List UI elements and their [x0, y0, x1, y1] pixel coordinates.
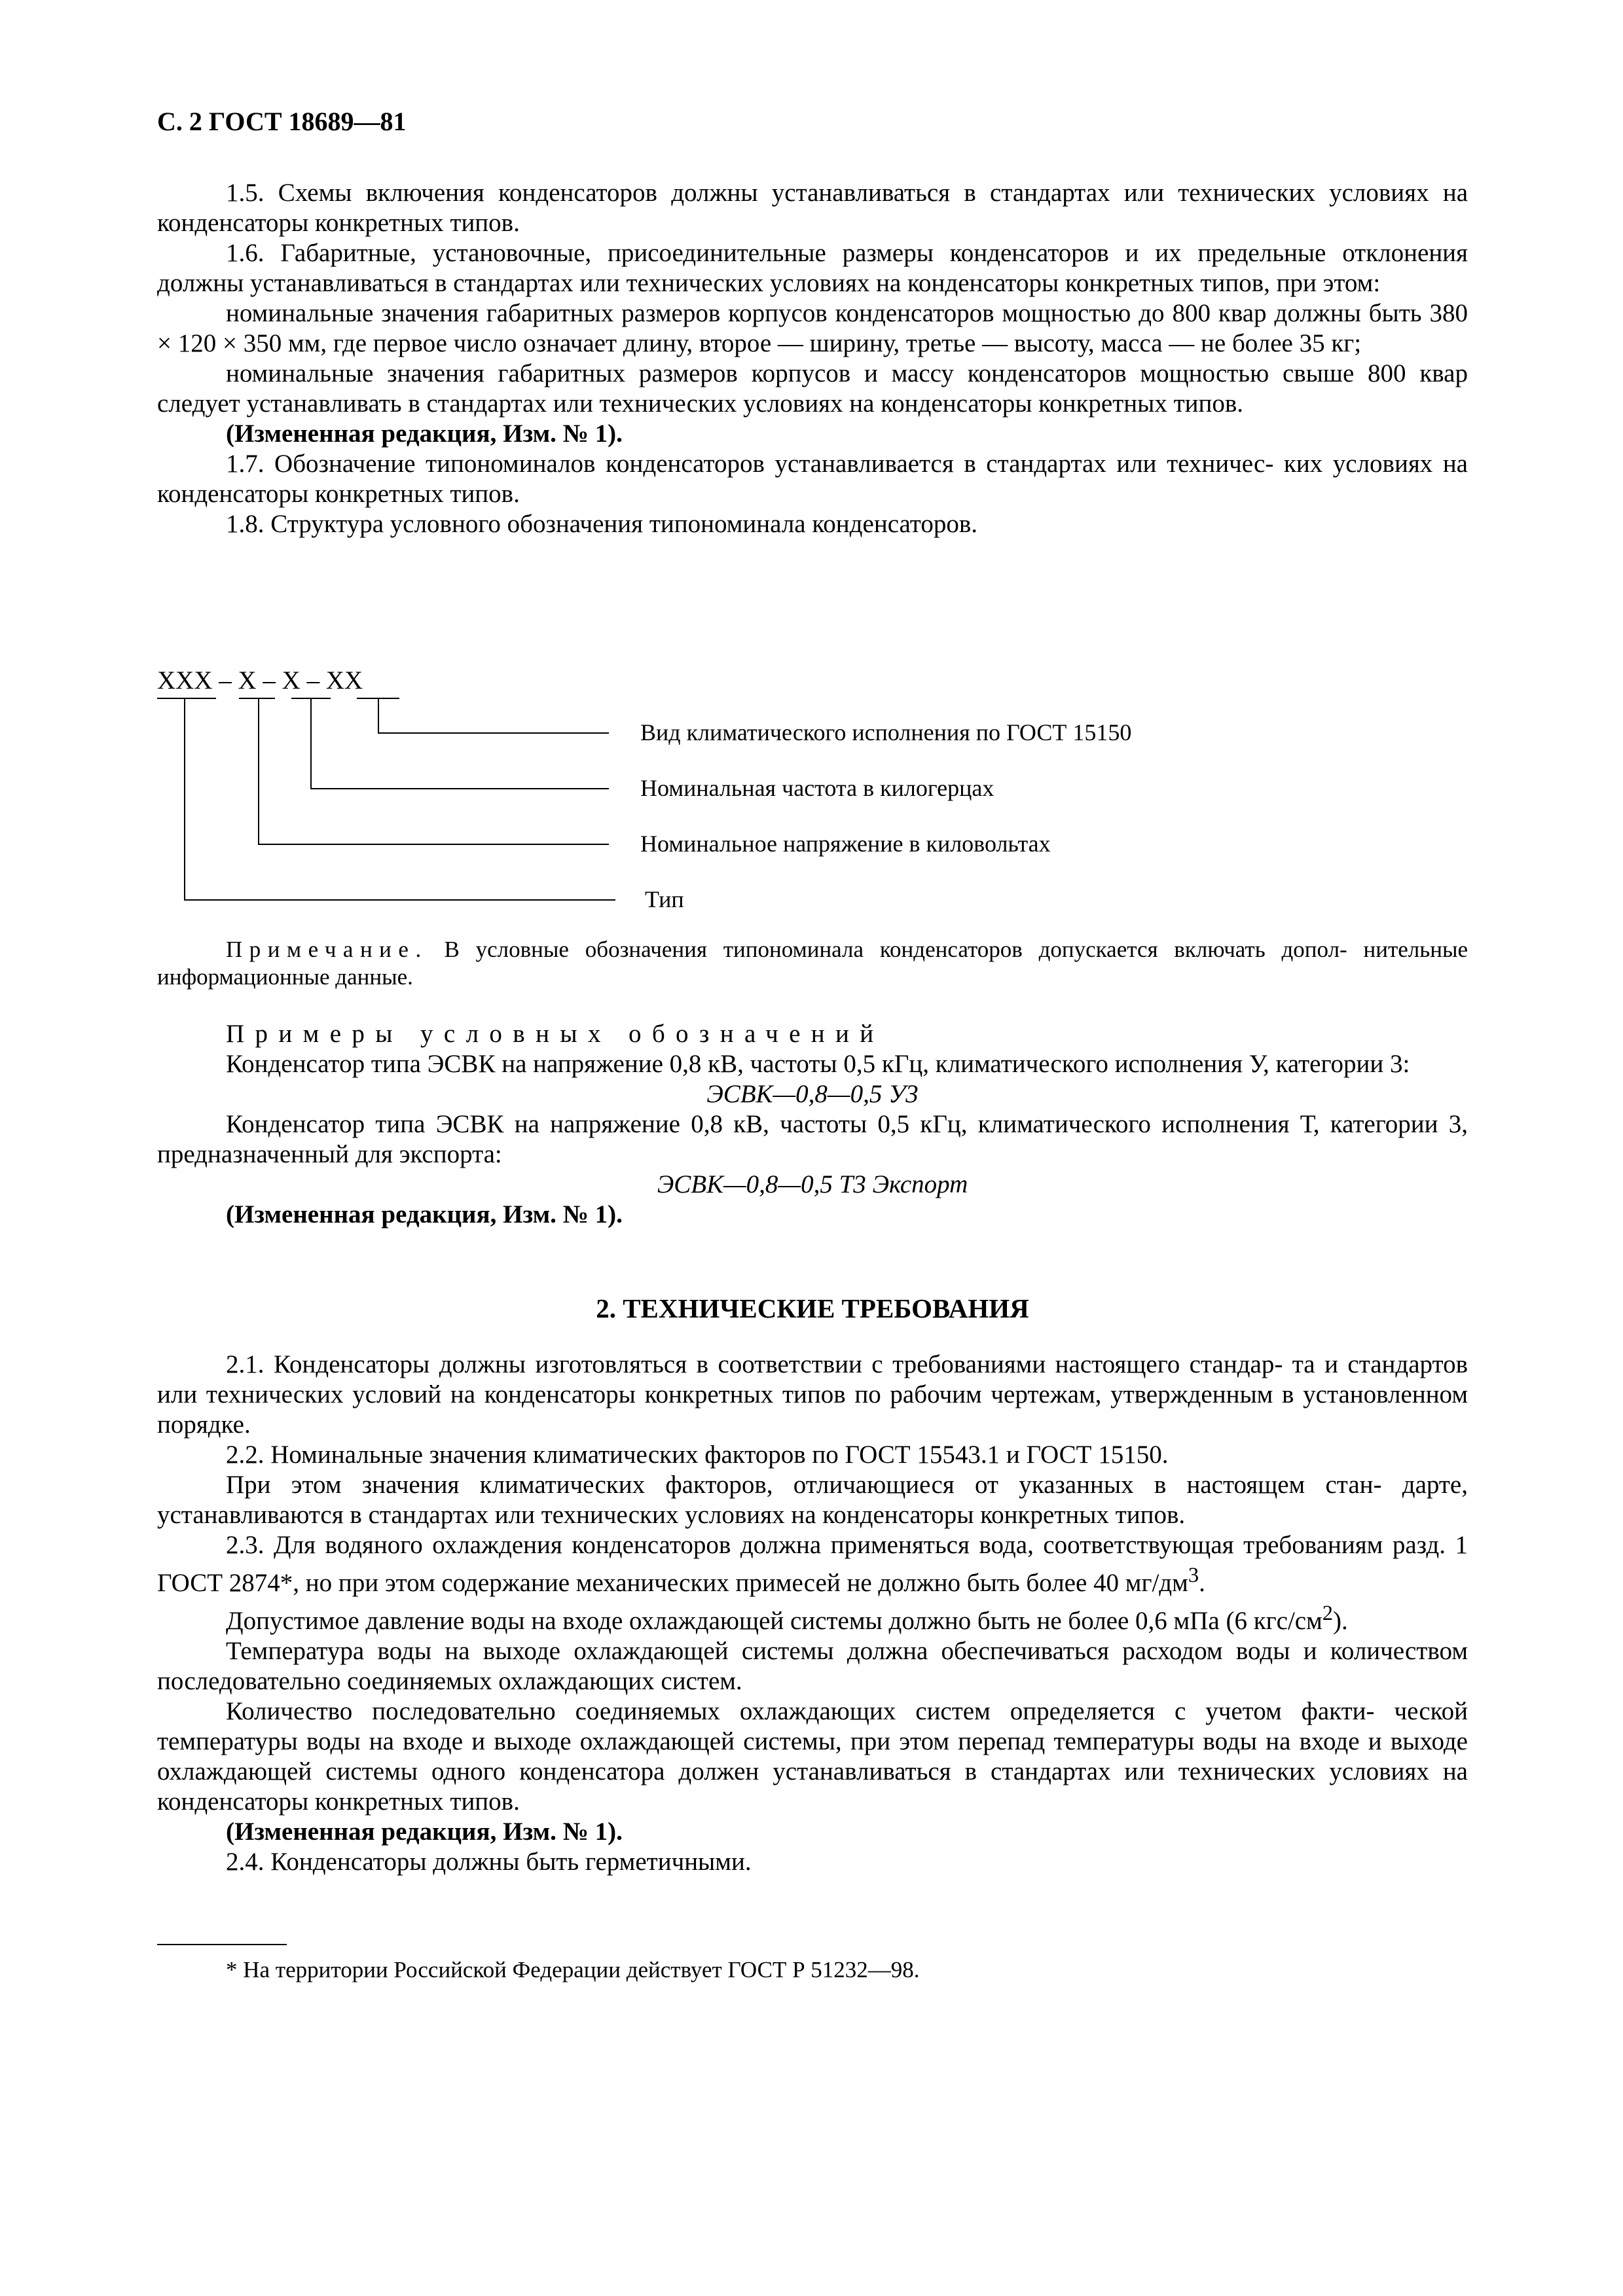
label-frequency: Номинальная частота в килогерцах [640, 775, 994, 801]
note-label: Примечание. [226, 937, 428, 962]
example-2-code: ЭСВК—0,8—0,5 Т3 Экспорт [657, 1170, 968, 1198]
scheme-code: ХХХ – Х – Х – ХХ [157, 666, 363, 694]
amendment-note: (Измененная редакция, Изм. № 1). [226, 1818, 623, 1846]
paragraph-2-4: 2.4. Конденсаторы должны быть герметичными. [226, 1848, 752, 1876]
examples-heading: Примеры условных обозначений [226, 1020, 884, 1048]
paragraph-2-2-b: При этом значения климатических факторов, отличающиеся от указанных в настоящем стан- дарте, устанавливаются в стандартах или технических условиях на конденсаторы конкретных типов. [157, 1471, 1468, 1529]
label-type: Тип [645, 886, 684, 912]
leader-frequency [311, 698, 609, 789]
superscript: 2 [1322, 1602, 1334, 1625]
paragraph-2-3-b-text: Допустимое давление воды на входе охлаждающей системы должно быть не более 0,6 мПа (6 кгс/см [226, 1607, 1322, 1635]
paragraph-1-6: 1.6. Габаритные, установочные, присоединительные размеры конденсаторов и их предельные отклонения должны устанавливаться в стандартах или технических условиях на конденсаторы конкретных типов, при этом: [157, 239, 1468, 297]
paragraph-2-3-text: 2.3. Для водяного охлаждения конденсаторов должна применяться вода, соответствующая требованиям разд. 1 ГОСТ 2874*, но при этом содержание механических примесей не должно быть более 40 мг/дм [157, 1531, 1468, 1597]
punctuation: ). [1333, 1607, 1348, 1635]
note-text: В условные обозначения типономинала конденсаторов допускается включать допол- нительные информационные данные. [157, 937, 1468, 990]
example-2-text: Конденсатор типа ЭСВК на напряжение 0,8 кВ, частоты 0,5 кГц, климатического исполнения Т, категории 3, предназначенный для экспорта: [157, 1110, 1468, 1168]
paragraph-2-3-d: Количество последовательно соединяемых охлаждающих систем определяется с учетом факти- ческой температуры воды на входе и выходе охлаждающей системы, при этом перепад температуры воды на входе и выходе охлаждающей системы одного конденсатора должен устанавливаться в стандартах или технических условиях на конденсаторы конкретных типов. [157, 1697, 1468, 1816]
section-2-block [157, 1350, 1468, 1877]
superscript: 3 [1188, 1564, 1199, 1587]
paragraph-1-6-over-800: номинальные значения габаритных размеров корпусов и массу конденсаторов мощностью свыше 800 квар следует устанавливать в стандартах или технических условиях на конденсаторы конкретных типов. [157, 359, 1468, 418]
paragraph-1-8: 1.8. Структура условного обозначения типономинала конденсаторов. [226, 510, 977, 538]
label-climate: Вид климатического исполнения по ГОСТ 15150 [640, 719, 1132, 745]
footnote: * На территории Российской Федерации действует ГОСТ Р 51232—98. [226, 1957, 920, 1982]
paragraph-2-2: 2.2. Номинальные значения климатических факторов по ГОСТ 15543.1 и ГОСТ 15150. [226, 1441, 1169, 1469]
paragraph-1-6-dimensions: номинальные значения габаритных размеров корпусов конденсаторов мощностью до 800 квар должны быть 380 × 120 × 350 мм, где первое число означает длину, второе — ширину, третье — высоту, масса — не более 35 кг; [157, 299, 1468, 357]
paragraph-2-3 [157, 1530, 1468, 1598]
note-paragraph [157, 936, 1468, 991]
paragraph-1-5: 1.5. Схемы включения конденсаторов должны устанавливаться в стандартах или технических условиях на конденсаторы конкретных типов. [157, 179, 1468, 237]
punctuation: . [1199, 1569, 1205, 1597]
label-voltage: Номинальное напряжение в киловольтах [640, 831, 1051, 857]
example-1-text: Конденсатор типа ЭСВК на напряжение 0,8 кВ, частоты 0,5 кГц, климатического исполнения У, категории 3: [226, 1050, 1410, 1078]
section-2-title: 2. ТЕХНИЧЕСКИЕ ТРЕБОВАНИЯ [596, 1293, 1029, 1323]
paragraph-2-1: 2.1. Конденсаторы должны изготовляться в соответствии с требованиями настоящего стандар- та и стандартов или технических условий на конденсаторы конкретных типов по рабочим чертежам, утвержденным в установленном порядке. [157, 1350, 1468, 1439]
note-block [157, 936, 1468, 991]
examples-block [157, 1019, 1468, 1230]
leader-climate [378, 698, 609, 733]
amendment-note: (Измененная редакция, Изм. № 1). [226, 1200, 623, 1229]
page-header: С. 2 ГОСТ 18689—81 [157, 107, 407, 136]
leader-voltage [259, 698, 609, 844]
footnote-rule [157, 1944, 287, 1945]
paragraph-2-3-b [157, 1598, 1468, 1636]
leader-type [185, 698, 615, 900]
example-1-code: ЭСВК—0,8—0,5 У3 [706, 1080, 919, 1108]
section-1-block [157, 178, 1468, 539]
amendment-note: (Измененная редакция, Изм. № 1). [226, 420, 623, 448]
paragraph-1-7: 1.7. Обозначение типономиналов конденсаторов устанавливается в стандартах или техничес- ких условиях на конденсаторы конкретных типов. [157, 450, 1468, 508]
paragraph-2-3-c: Температура воды на выходе охлаждающей системы должна обеспечиваться расходом воды и количеством последовательно соединяемых охлаждающих систем. [157, 1637, 1468, 1695]
